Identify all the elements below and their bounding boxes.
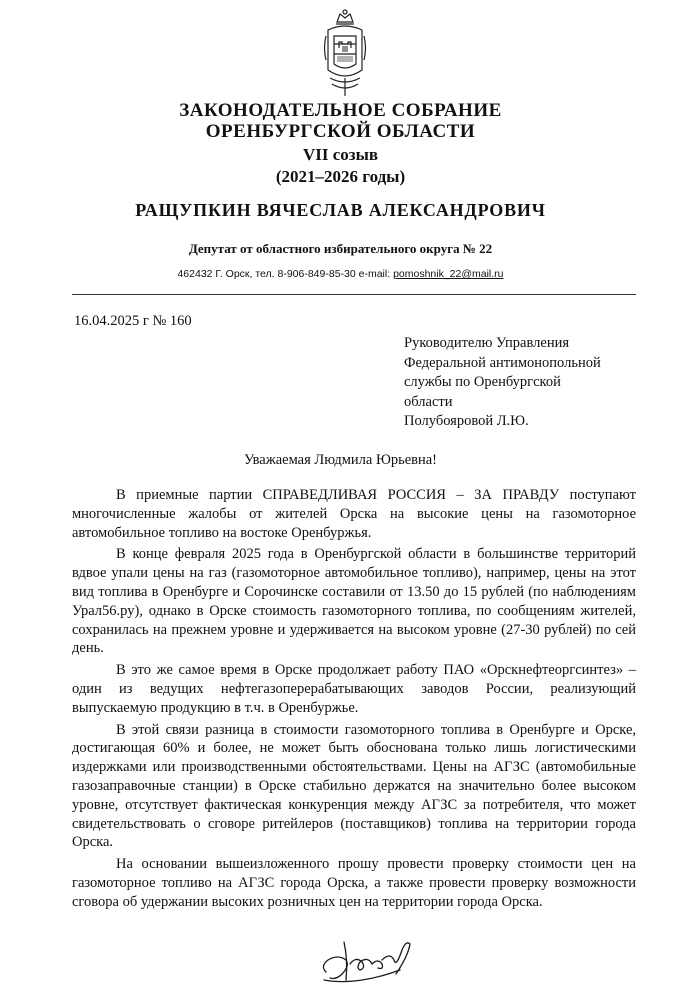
letter-body [72, 486, 636, 915]
contact-line [0, 268, 681, 280]
addressee-line: Полубояровой Л.Ю. [404, 413, 529, 429]
salutation: Уважаемая Людмила Юрьевна! [243, 452, 438, 468]
body-paragraph: В конце февраля 2025 года в Оренбургской области в большинстве территорий вдвое упали цены на газ (газомоторное автомобильное топливо), например, цены на этот вид топлива в Оренбурге и Сорочинске составили от 13.50 до 15 рублей (по наблюдениям Урал56.ру), однако в Орске стоимость газомоторного топлива, по сообщениям жителей, сохранилась на прежнем уровне и удерживается на высоком уровне (27-30 рублей) по сей день. [72, 546, 636, 657]
convocation-years: (2021–2026 годы) [275, 167, 406, 186]
address-phone: 462432 Г. Орск, тел. 8-906-849-85-30 e-mail: [177, 268, 391, 280]
addressee-line: области [404, 393, 453, 410]
email-link[interactable]: pomoshnik_22@mail.ru [393, 268, 504, 280]
body-paragraph: В этой связи разница в стоимости газомоторного топлива в Оренбурге и Орске, достигающая 60% и более, не может быть обоснована только лишь логистическими издержками или производственными обстоятельствами. Цены на АГЗС (автомобильные газозаправочные станции) в Орске стабильно держатся на значительно более высоком уровне, отсутствует фактическая конкуренция между АГЗС за потребителя, что может свидетельствовать о сговоре ритейлеров (поставщиков) топлива на территории города Орска. [72, 721, 636, 851]
header-divider [72, 294, 636, 295]
addressee-line: службы по Оренбургской [404, 374, 561, 390]
coat-of-arms-icon [322, 8, 368, 98]
addressee-block [404, 334, 654, 432]
convocation: VII созыв [302, 145, 379, 164]
handwritten-signature [316, 930, 426, 990]
body-paragraph: На основании вышеизложенного прошу провести проверку стоимости цен на газомоторное топливо на АГЗС города Орска, а также провести проверку возможности сговора об удержании высоких розничных цен на территории города Орска. [72, 856, 636, 910]
org-name-line1: ЗАКОНОДАТЕЛЬНОЕ СОБРАНИЕ [179, 100, 502, 121]
body-paragraph: В приемные партии СПРАВЕДЛИВАЯ РОССИЯ – ЗА ПРАВДУ поступают многочисленные жалобы от жителей Орска на высокие цены на газомоторное автомобильное топливо на востоке Оренбуржья. [72, 487, 636, 541]
deputy-name: РАЩУПКИН ВЯЧЕСЛАВ АЛЕКСАНДРОВИЧ [135, 200, 546, 220]
addressee-line: Руководителю Управления [404, 335, 570, 351]
registration-number: 16.04.2025 г № 160 [74, 313, 192, 329]
body-paragraph: В это же самое время в Орске продолжает работу ПАО «Орскнефтеоргсинтез» – один из ведущих нефтегазоперерабатывающих заводов России, реализующий выпускаемую продукцию в т.ч. в Оренбуржье. [72, 662, 636, 716]
deputy-district: Депутат от областного избирательного округа № 22 [188, 241, 493, 256]
org-name-line2: ОРЕНБУРГСКОЙ ОБЛАСТИ [205, 121, 476, 142]
addressee-line: Федеральной антимонопольной [404, 354, 601, 371]
